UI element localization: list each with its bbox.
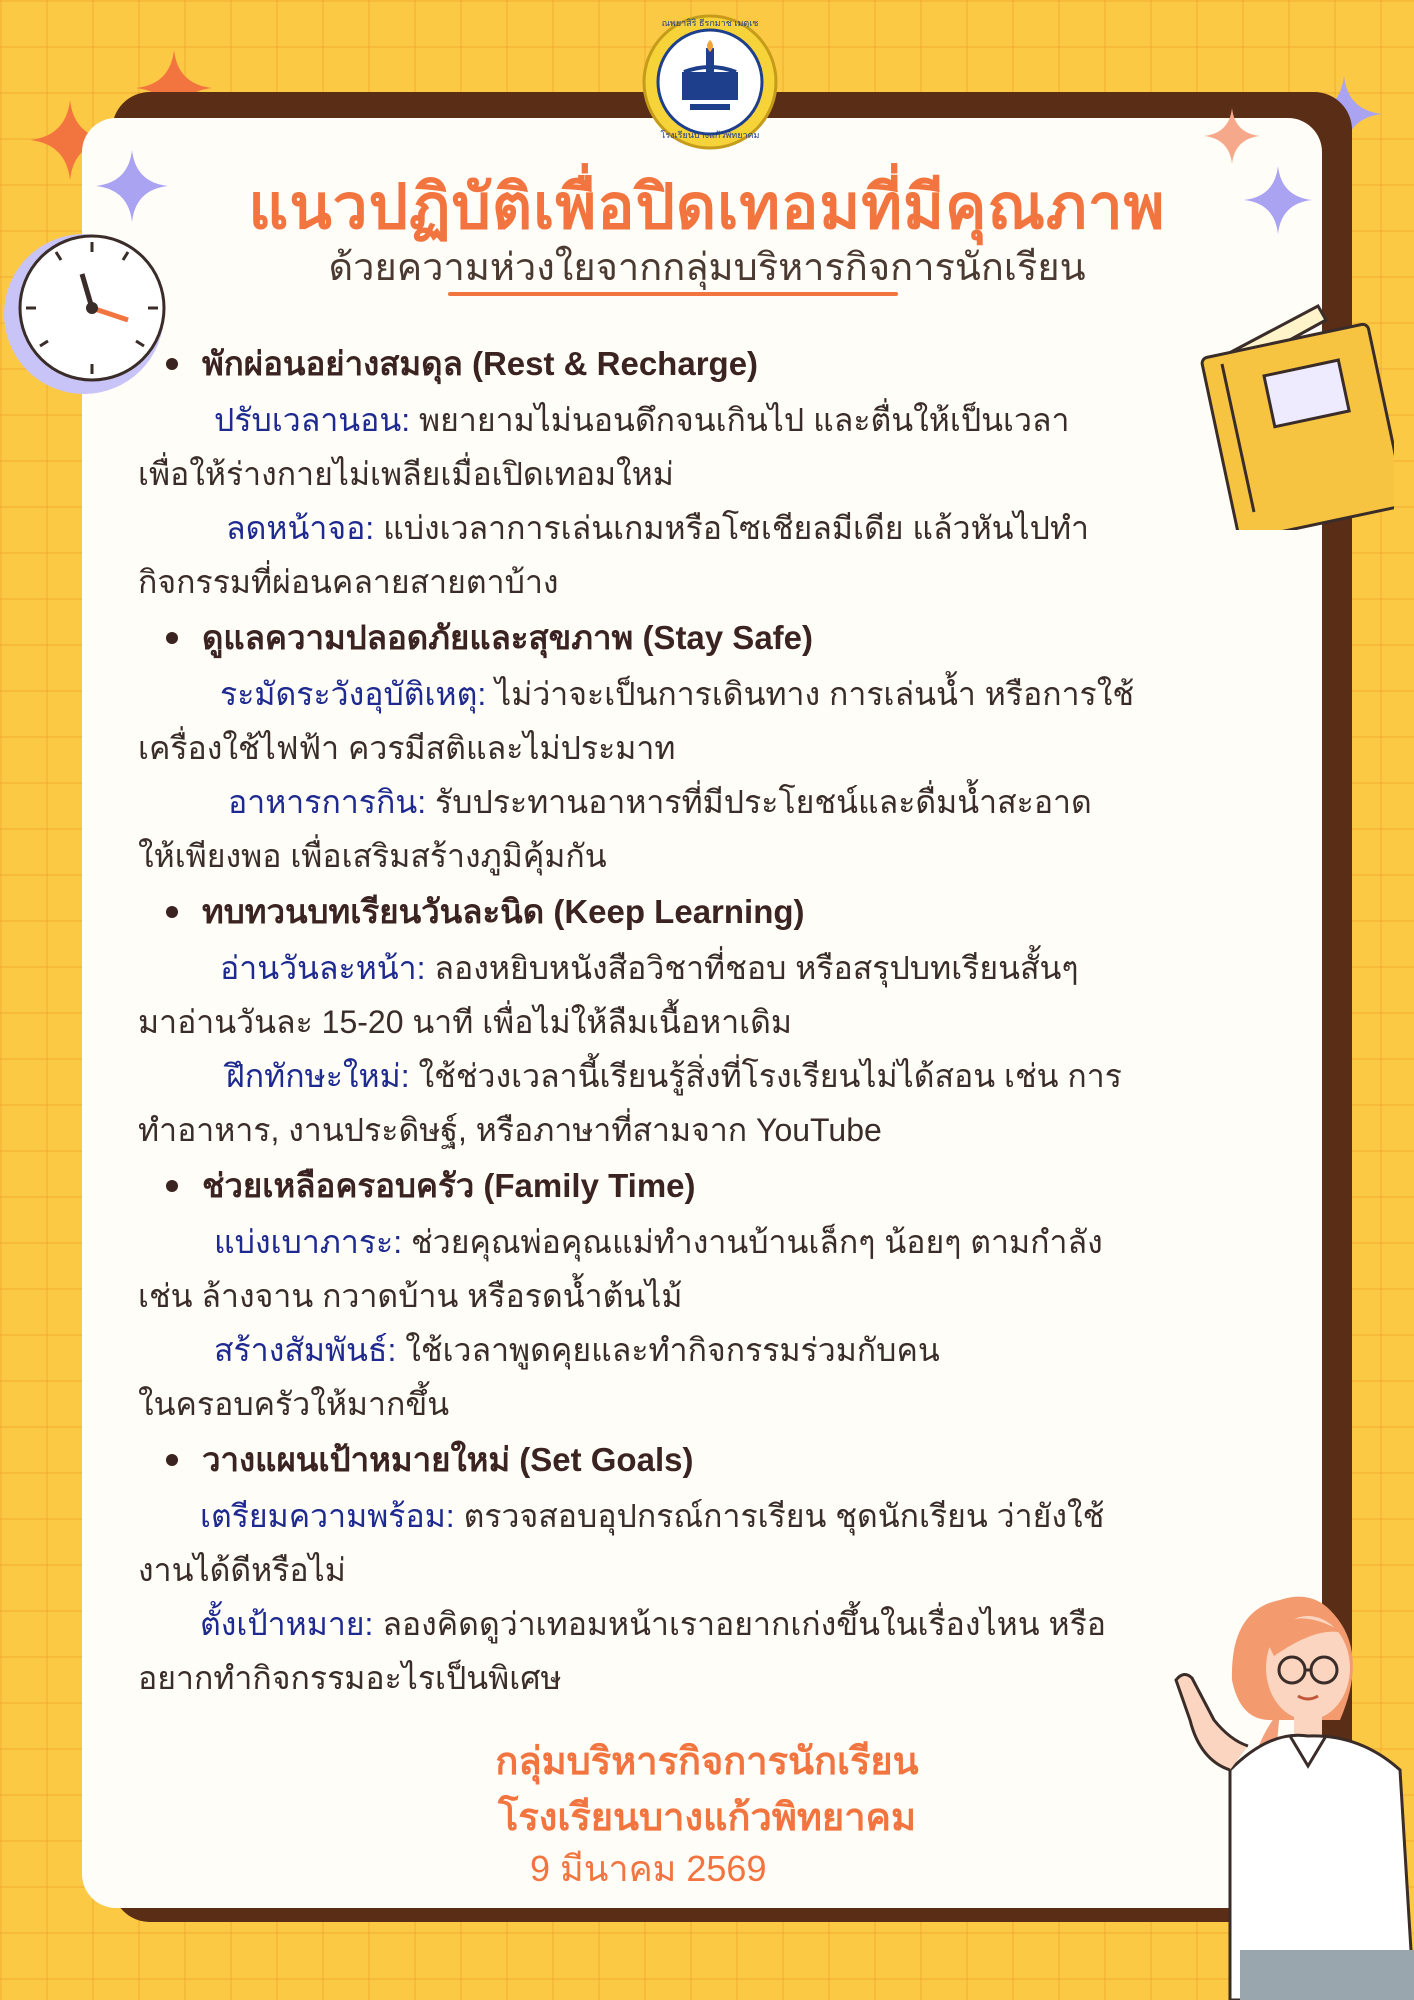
item-label: อ่านวันละหน้า: <box>220 950 426 986</box>
footer-school: โรงเรียนบางแก้วพิทยาคม <box>497 1797 917 1839</box>
section-heading <box>138 1157 1298 1215</box>
section-heading <box>138 335 1298 393</box>
section-heading-text: ทบทวนบทเรียนวันละนิด (Keep Learning) <box>202 893 805 930</box>
item-label: อาหารการกิน: <box>228 784 427 820</box>
item-label: ปรับเวลานอน: <box>214 402 411 438</box>
bullet-icon <box>166 632 178 644</box>
bullet-icon <box>166 1180 178 1192</box>
footer-date: 9 มีนาคม 2569 <box>530 1848 767 1889</box>
item-text: ไม่ว่าจะเป็นการเดินทาง การเล่นน้ำ หรือการใช้ <box>486 676 1135 712</box>
list-item <box>138 1489 1298 1597</box>
item-text: ใช้ช่วงเวลานี้เรียนรู้สิ่งที่โรงเรียนไม่ได้สอน เช่น การ <box>409 1058 1122 1094</box>
section <box>138 883 1298 1157</box>
list-item <box>138 667 1298 775</box>
item-text: ลองคิดดูว่าเทอมหน้าเราอยากเก่งขึ้นในเรื่องไหน หรือ <box>373 1606 1106 1642</box>
list-item <box>138 1049 1298 1157</box>
bullet-icon <box>166 906 178 918</box>
section-heading-text: ช่วยเหลือครอบครัว (Family Time) <box>202 1167 696 1204</box>
logo-text-top: ณพยาสิริ ธีรกมาช เมตฺเช <box>661 18 759 28</box>
list-item <box>138 1597 1298 1705</box>
logo-text-bottom: โรงเรียนบางแก้วพิทยาคม <box>660 130 760 140</box>
item-label: ฝึกทักษะใหม่: <box>226 1058 410 1094</box>
item-text: แบ่งเวลาการเล่นเกมหรือโซเชียลมีเดีย แล้วหันไปทำ <box>374 510 1089 546</box>
page-title: แนวปฏิบัติเพื่อปิดเทอมที่มีคุณภาพ <box>248 173 1166 242</box>
section-heading-text: พักผ่อนอย่างสมดุล (Rest & Recharge) <box>202 345 759 382</box>
list-item <box>138 1323 1298 1431</box>
item-label: สร้างสัมพันธ์: <box>214 1332 397 1368</box>
item-text-cont: เครื่องใช้ไฟฟ้า ควรมีสติและไม่ประมาท <box>138 730 676 766</box>
subtitle-underline <box>448 292 898 296</box>
footer-department: กลุ่มบริหารกิจการนักเรียน <box>495 1741 919 1783</box>
item-text-cont: มาอ่านวันละ 15-20 นาที เพื่อไม่ให้ลืมเนื้อหาเดิม <box>138 1004 792 1040</box>
school-logo <box>642 14 778 150</box>
section-heading <box>138 883 1298 941</box>
item-text: ตรวจสอบอุปกรณ์การเรียน ชุดนักเรียน ว่ายังใช้ <box>454 1498 1105 1534</box>
page-subtitle: ด้วยความห่วงใยจากกลุ่มบริหารกิจการนักเรียน <box>328 247 1086 289</box>
section <box>138 609 1298 883</box>
item-text-cont: เพื่อให้ร่างกายไม่เพลียเมื่อเปิดเทอมใหม่ <box>138 456 674 492</box>
item-text-cont: ให้เพียงพอ เพื่อเสริมสร้างภูมิคุ้มกัน <box>138 838 607 874</box>
item-text: ใช้เวลาพูดคุยและทำกิจกรรมร่วมกับคน <box>396 1332 940 1368</box>
item-text: ช่วยคุณพ่อคุณแม่ทำงานบ้านเล็กๆ น้อยๆ ตามกำลัง <box>402 1224 1103 1260</box>
item-text: พยายามไม่นอนดึกจนเกินไป และตื่นให้เป็นเวลา <box>410 402 1070 438</box>
section <box>138 1431 1298 1705</box>
section-heading-text: วางแผนเป้าหมายใหม่ (Set Goals) <box>202 1441 694 1478</box>
section-heading <box>138 609 1298 667</box>
item-text-cont: ในครอบครัวให้มากขึ้น <box>138 1386 450 1422</box>
item-label: ลดหน้าจอ: <box>226 510 375 546</box>
section <box>138 1157 1298 1431</box>
item-text-cont: ทำอาหาร, งานประดิษฐ์, หรือภาษาที่สามจาก YouTube <box>138 1112 882 1148</box>
teacher-illustration <box>1170 1570 1414 2000</box>
section <box>138 335 1298 609</box>
list-item <box>138 941 1298 1049</box>
list-item <box>138 1215 1298 1323</box>
list-item <box>138 775 1298 883</box>
item-label: ระมัดระวังอุบัติเหตุ: <box>220 676 487 712</box>
guideline-list <box>138 335 1298 1705</box>
section-heading-text: ดูแลความปลอดภัยและสุขภาพ (Stay Safe) <box>202 619 813 656</box>
item-text-cont: เช่น ล้างจาน กวาดบ้าน หรือรดน้ำต้นไม้ <box>138 1278 683 1314</box>
list-item <box>138 501 1298 609</box>
list-item <box>138 393 1298 501</box>
item-text-cont: งานได้ดีหรือไม่ <box>138 1552 346 1588</box>
section-heading <box>138 1431 1298 1489</box>
item-text-cont: อยากทำกิจกรรมอะไรเป็นพิเศษ <box>138 1660 562 1696</box>
sparkle-icon <box>1204 108 1260 164</box>
item-text: รับประทานอาหารที่มีประโยชน์และดื่มน้ำสะอาด <box>426 784 1092 820</box>
item-label: ตั้งเป้าหมาย: <box>200 1606 374 1642</box>
bullet-icon <box>166 1454 178 1466</box>
item-text: ลองหยิบหนังสือวิชาที่ชอบ หรือสรุปบทเรียนสั้นๆ <box>425 950 1079 986</box>
item-label: แบ่งเบาภาระ: <box>214 1224 403 1260</box>
bullet-icon <box>166 358 178 370</box>
item-text-cont: กิจกรรมที่ผ่อนคลายสายตาบ้าง <box>138 564 559 600</box>
item-label: เตรียมความพร้อม: <box>200 1498 455 1534</box>
